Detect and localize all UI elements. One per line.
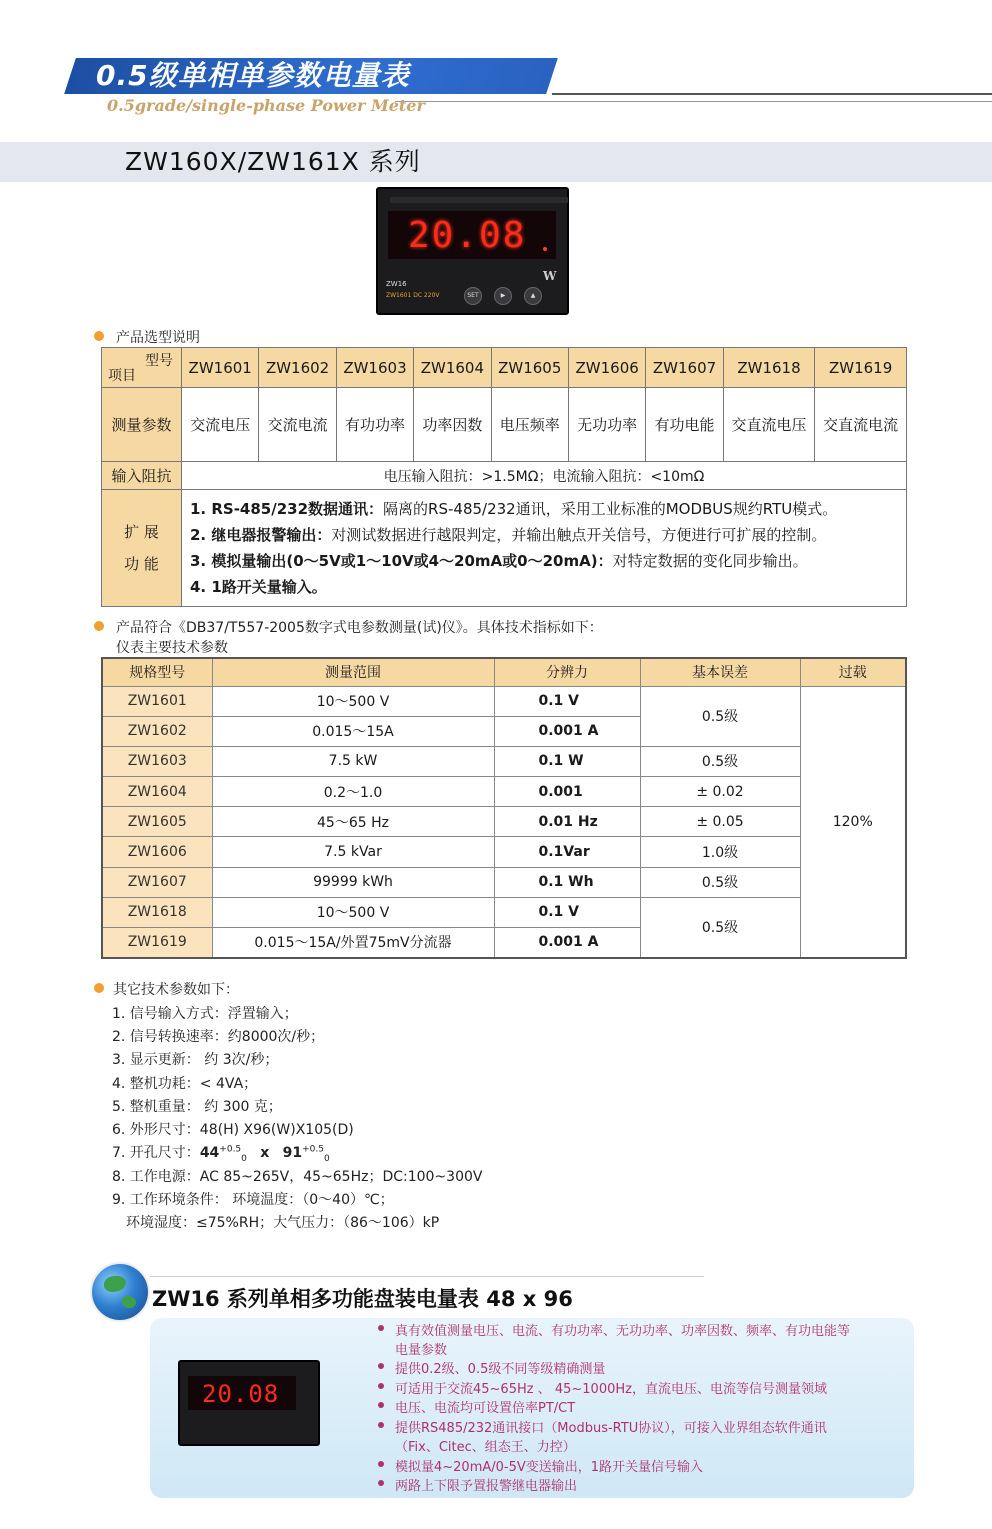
param-cell: 有功功率 bbox=[336, 388, 413, 462]
spec-model: ZW1607 bbox=[102, 867, 212, 897]
device-up-button: ▲ bbox=[524, 287, 542, 305]
spec-error: ± 0.02 bbox=[640, 777, 800, 807]
spec-range: 7.5 kW bbox=[212, 746, 494, 776]
other-item: 1. 信号输入方式：浮置输入； bbox=[112, 1006, 298, 1022]
other-item: 2. 信号转换速率：约8000次/秒； bbox=[112, 1029, 325, 1045]
model-cell: ZW1605 bbox=[491, 348, 568, 388]
page-title: 0.5级单相单参数电量表 bbox=[96, 59, 410, 92]
selection-header-row bbox=[102, 348, 907, 388]
spec-range: 0.2～1.0 bbox=[212, 777, 494, 807]
spec-subtitle: 仪表主要技术参数 bbox=[116, 640, 228, 656]
param-cell: 电压频率 bbox=[491, 388, 568, 462]
spec-error: ± 0.05 bbox=[640, 807, 800, 837]
spec-header: 规格型号 bbox=[102, 658, 212, 686]
spec-header: 分辨力 bbox=[494, 658, 640, 686]
spec-error: 0.5级 bbox=[640, 746, 800, 776]
spec-range: 99999 kWh bbox=[212, 867, 494, 897]
spec-header: 过载 bbox=[800, 658, 906, 686]
corner-cell bbox=[102, 348, 182, 388]
spec-header: 测量范围 bbox=[212, 658, 494, 686]
cutout-b-tol-down: 0 bbox=[323, 1153, 330, 1164]
bullet-icon bbox=[94, 331, 104, 341]
spec-resolution: 0.001 A bbox=[494, 928, 640, 958]
ad-device-display: 20.08 bbox=[202, 1380, 280, 1408]
device-model-sub: ZW1601 DC 220V bbox=[386, 292, 440, 299]
spec-model: ZW1602 bbox=[102, 716, 212, 746]
ad-device-image bbox=[178, 1360, 320, 1446]
spec-row bbox=[102, 777, 906, 807]
spec-error: 0.5级 bbox=[640, 867, 800, 897]
ad-title: ZW16 系列单相多功能盘装电量表 48 x 96 bbox=[152, 1287, 573, 1311]
spec-intro: 产品符合《DB37/T557-2005数字式电参数测量(试)仪》。具体技术指标如下： bbox=[116, 620, 603, 636]
cutout-a-tol-down: 0 bbox=[241, 1153, 247, 1164]
param-cell: 交流电压 bbox=[182, 388, 259, 462]
device-display: 20.08 bbox=[408, 215, 527, 256]
feature-bold: 3. 模拟量输出(0～5V或1～10V或4～20mA或0～20mA)： bbox=[190, 552, 613, 570]
ad-item: 可适用于交流45~65Hz 、 45~1000Hz，直流电压、电流等信号测量领域 bbox=[395, 1382, 827, 1397]
feature-item bbox=[190, 548, 898, 574]
corner-top: 型号 bbox=[145, 353, 173, 369]
feature-item bbox=[190, 496, 898, 522]
device-set-button: SET bbox=[464, 287, 482, 305]
param-cell: 交流电流 bbox=[259, 388, 336, 462]
header-rule-thin bbox=[395, 101, 992, 102]
spec-row bbox=[102, 686, 906, 716]
ad-item: 模拟量4~20mA/0-5V变送输出，1路开关量信号输入 bbox=[395, 1460, 704, 1475]
ad-item: 电压、电流均可设置倍率PT/CT bbox=[395, 1401, 576, 1416]
globe-land-shape bbox=[122, 1296, 136, 1308]
feature-bold: 2. 继电器报警输出： bbox=[190, 526, 332, 544]
spec-error: 0.5级 bbox=[640, 686, 800, 746]
device-top-edge bbox=[390, 197, 568, 203]
ad-bullet-icon bbox=[378, 1402, 384, 1408]
device-unit: W bbox=[543, 269, 557, 283]
cutout-times: x bbox=[260, 1145, 270, 1161]
model-cell: ZW1606 bbox=[568, 348, 645, 388]
ad-rule bbox=[150, 1276, 704, 1277]
model-cell: ZW1601 bbox=[182, 348, 259, 388]
spec-resolution: 0.001 A bbox=[494, 716, 640, 746]
other-item: 3. 显示更新： 约 3次/秒； bbox=[112, 1052, 279, 1068]
spec-model: ZW1603 bbox=[102, 746, 212, 776]
cutout-a-tol-up: +0.5 bbox=[219, 1144, 242, 1155]
other-item: 环境湿度：≤75%RH；大气压力：（86～106）kP bbox=[126, 1215, 440, 1231]
spec-range: 0.015～15A/外置75mV分流器 bbox=[212, 928, 494, 958]
ad-bullet-icon bbox=[378, 1363, 384, 1369]
feature-text: 对测试数据进行越限判定，并输出触点开关信号，方便进行可扩展的控制。 bbox=[331, 526, 827, 544]
meter-device-image bbox=[376, 187, 569, 315]
other-item: 9. 工作环境条件： 环境温度：（0～40）℃； bbox=[112, 1192, 394, 1208]
model-cell: ZW1619 bbox=[815, 348, 907, 388]
spec-resolution: 0.01 Hz bbox=[494, 807, 640, 837]
cutout-b-tol-up: +0.5 bbox=[302, 1144, 324, 1155]
series-title: ZW160X/ZW161X 系列 bbox=[125, 147, 421, 176]
spec-resolution: 0.1Var bbox=[494, 837, 640, 867]
spec-resolution: 0.1 Wh bbox=[494, 867, 640, 897]
spec-model: ZW1606 bbox=[102, 837, 212, 867]
spec-range: 10～500 V bbox=[212, 686, 494, 716]
impedance-value: 电压输入阻抗：>1.5MΩ；电流输入阻抗：<10mΩ bbox=[182, 462, 907, 490]
feature-label bbox=[102, 490, 182, 607]
ad-bullet-icon bbox=[378, 1480, 384, 1486]
other-item: 4. 整机功耗：< 4VA； bbox=[112, 1076, 258, 1092]
feature-bold: 4. 1路开关量输入。 bbox=[190, 578, 327, 596]
ad-item: （Fix、Citec、组态王、力控） bbox=[395, 1440, 576, 1455]
spec-header: 基本误差 bbox=[640, 658, 800, 686]
ad-bullet-icon bbox=[378, 1325, 384, 1331]
other-item: 8. 工作电源：AC 85~265V，45~65Hz；DC:100~300V bbox=[112, 1169, 483, 1185]
spec-row bbox=[102, 746, 906, 776]
ad-bullet-icon bbox=[378, 1461, 384, 1467]
corner-bottom: 项目 bbox=[108, 368, 136, 384]
cutout-label: 7. 开孔尺寸： bbox=[112, 1145, 200, 1161]
spec-row bbox=[102, 837, 906, 867]
spec-model: ZW1604 bbox=[102, 777, 212, 807]
param-cell: 功率因数 bbox=[414, 388, 491, 462]
spec-resolution: 0.1 W bbox=[494, 746, 640, 776]
device-shift-button: ▶ bbox=[494, 287, 512, 305]
other-item-cutout bbox=[112, 1142, 330, 1164]
spec-resolution: 0.1 V bbox=[494, 897, 640, 927]
spec-model: ZW1618 bbox=[102, 897, 212, 927]
device-model-label: ZW16 bbox=[386, 280, 407, 288]
other-title: 其它技术参数如下： bbox=[113, 982, 239, 998]
other-item: 6. 外形尺寸：48(H) X96(W)X105(D) bbox=[112, 1122, 354, 1138]
spec-model: ZW1619 bbox=[102, 928, 212, 958]
feature-item bbox=[190, 522, 898, 548]
ad-item: 提供RS485/232通讯接口（Modbus-RTU协议），可接入业界组态软件通讯 bbox=[395, 1421, 827, 1436]
ad-item: 提供0.2级、0.5级不同等级精确测量 bbox=[395, 1362, 606, 1377]
feature-bold: 1. RS-485/232数据通讯： bbox=[190, 500, 384, 518]
spec-row bbox=[102, 867, 906, 897]
feature-list bbox=[182, 490, 907, 607]
ad-bullet-icon bbox=[378, 1422, 384, 1428]
param-cell: 有功电能 bbox=[646, 388, 723, 462]
feature-row bbox=[102, 490, 907, 607]
model-cell: ZW1602 bbox=[259, 348, 336, 388]
spec-range: 10～500 V bbox=[212, 897, 494, 927]
spec-resolution: 0.001 bbox=[494, 777, 640, 807]
spec-header-row bbox=[102, 658, 906, 686]
selection-section-label: 产品选型说明 bbox=[116, 330, 200, 346]
spec-error: 0.5级 bbox=[640, 897, 800, 957]
page-subtitle: 0.5grade/single-phase Power Meter bbox=[107, 96, 425, 115]
spec-range: 7.5 kVar bbox=[212, 837, 494, 867]
spec-overload: 120% bbox=[800, 686, 906, 958]
ad-bullet-icon bbox=[378, 1383, 384, 1389]
model-cell: ZW1604 bbox=[414, 348, 491, 388]
spec-row bbox=[102, 807, 906, 837]
bullet-icon bbox=[94, 983, 104, 993]
model-cell: ZW1607 bbox=[646, 348, 723, 388]
feature-text: 隔离的RS-485/232通讯，采用工业标准的MODBUS规约RTU模式。 bbox=[383, 500, 838, 518]
spec-resolution: 0.1 V bbox=[494, 686, 640, 716]
model-cell: ZW1603 bbox=[336, 348, 413, 388]
impedance-label: 输入阻抗 bbox=[102, 462, 182, 490]
param-cell: 交直流电压 bbox=[723, 388, 815, 462]
spec-table bbox=[101, 657, 907, 959]
spec-error: 1.0级 bbox=[640, 837, 800, 867]
ad-item: 真有效值测量电压、电流、有功功率、无功功率、功率因数、频率、有功电能等 bbox=[395, 1324, 851, 1339]
feature-label-line1: 扩 展 bbox=[124, 523, 159, 541]
spec-range: 45～65 Hz bbox=[212, 807, 494, 837]
globe-icon bbox=[90, 1262, 150, 1322]
param-row bbox=[102, 388, 907, 462]
param-label: 测量参数 bbox=[102, 388, 182, 462]
model-cell: ZW1618 bbox=[723, 348, 815, 388]
cutout-a: 44 bbox=[199, 1145, 220, 1161]
impedance-row bbox=[102, 462, 907, 490]
ad-item: 两路上下限予置报警继电器输出 bbox=[395, 1479, 578, 1494]
header-rule bbox=[552, 93, 992, 95]
param-cell: 交直流电流 bbox=[815, 388, 907, 462]
selection-table bbox=[101, 347, 907, 607]
spec-row bbox=[102, 897, 906, 927]
spec-model: ZW1601 bbox=[102, 686, 212, 716]
ad-item: 电量参数 bbox=[395, 1343, 448, 1358]
bullet-icon bbox=[94, 621, 104, 631]
feature-label-line2: 功 能 bbox=[124, 555, 159, 573]
feature-text: 对特定数据的变化同步输出。 bbox=[612, 552, 808, 570]
other-item: 5. 整机重量： 约 300 克； bbox=[112, 1099, 282, 1115]
param-cell: 无功功率 bbox=[568, 388, 645, 462]
feature-item bbox=[190, 574, 898, 600]
spec-model: ZW1605 bbox=[102, 807, 212, 837]
device-indicator-led bbox=[543, 247, 547, 251]
spec-range: 0.015～15A bbox=[212, 716, 494, 746]
cutout-b: 91 bbox=[282, 1145, 303, 1161]
